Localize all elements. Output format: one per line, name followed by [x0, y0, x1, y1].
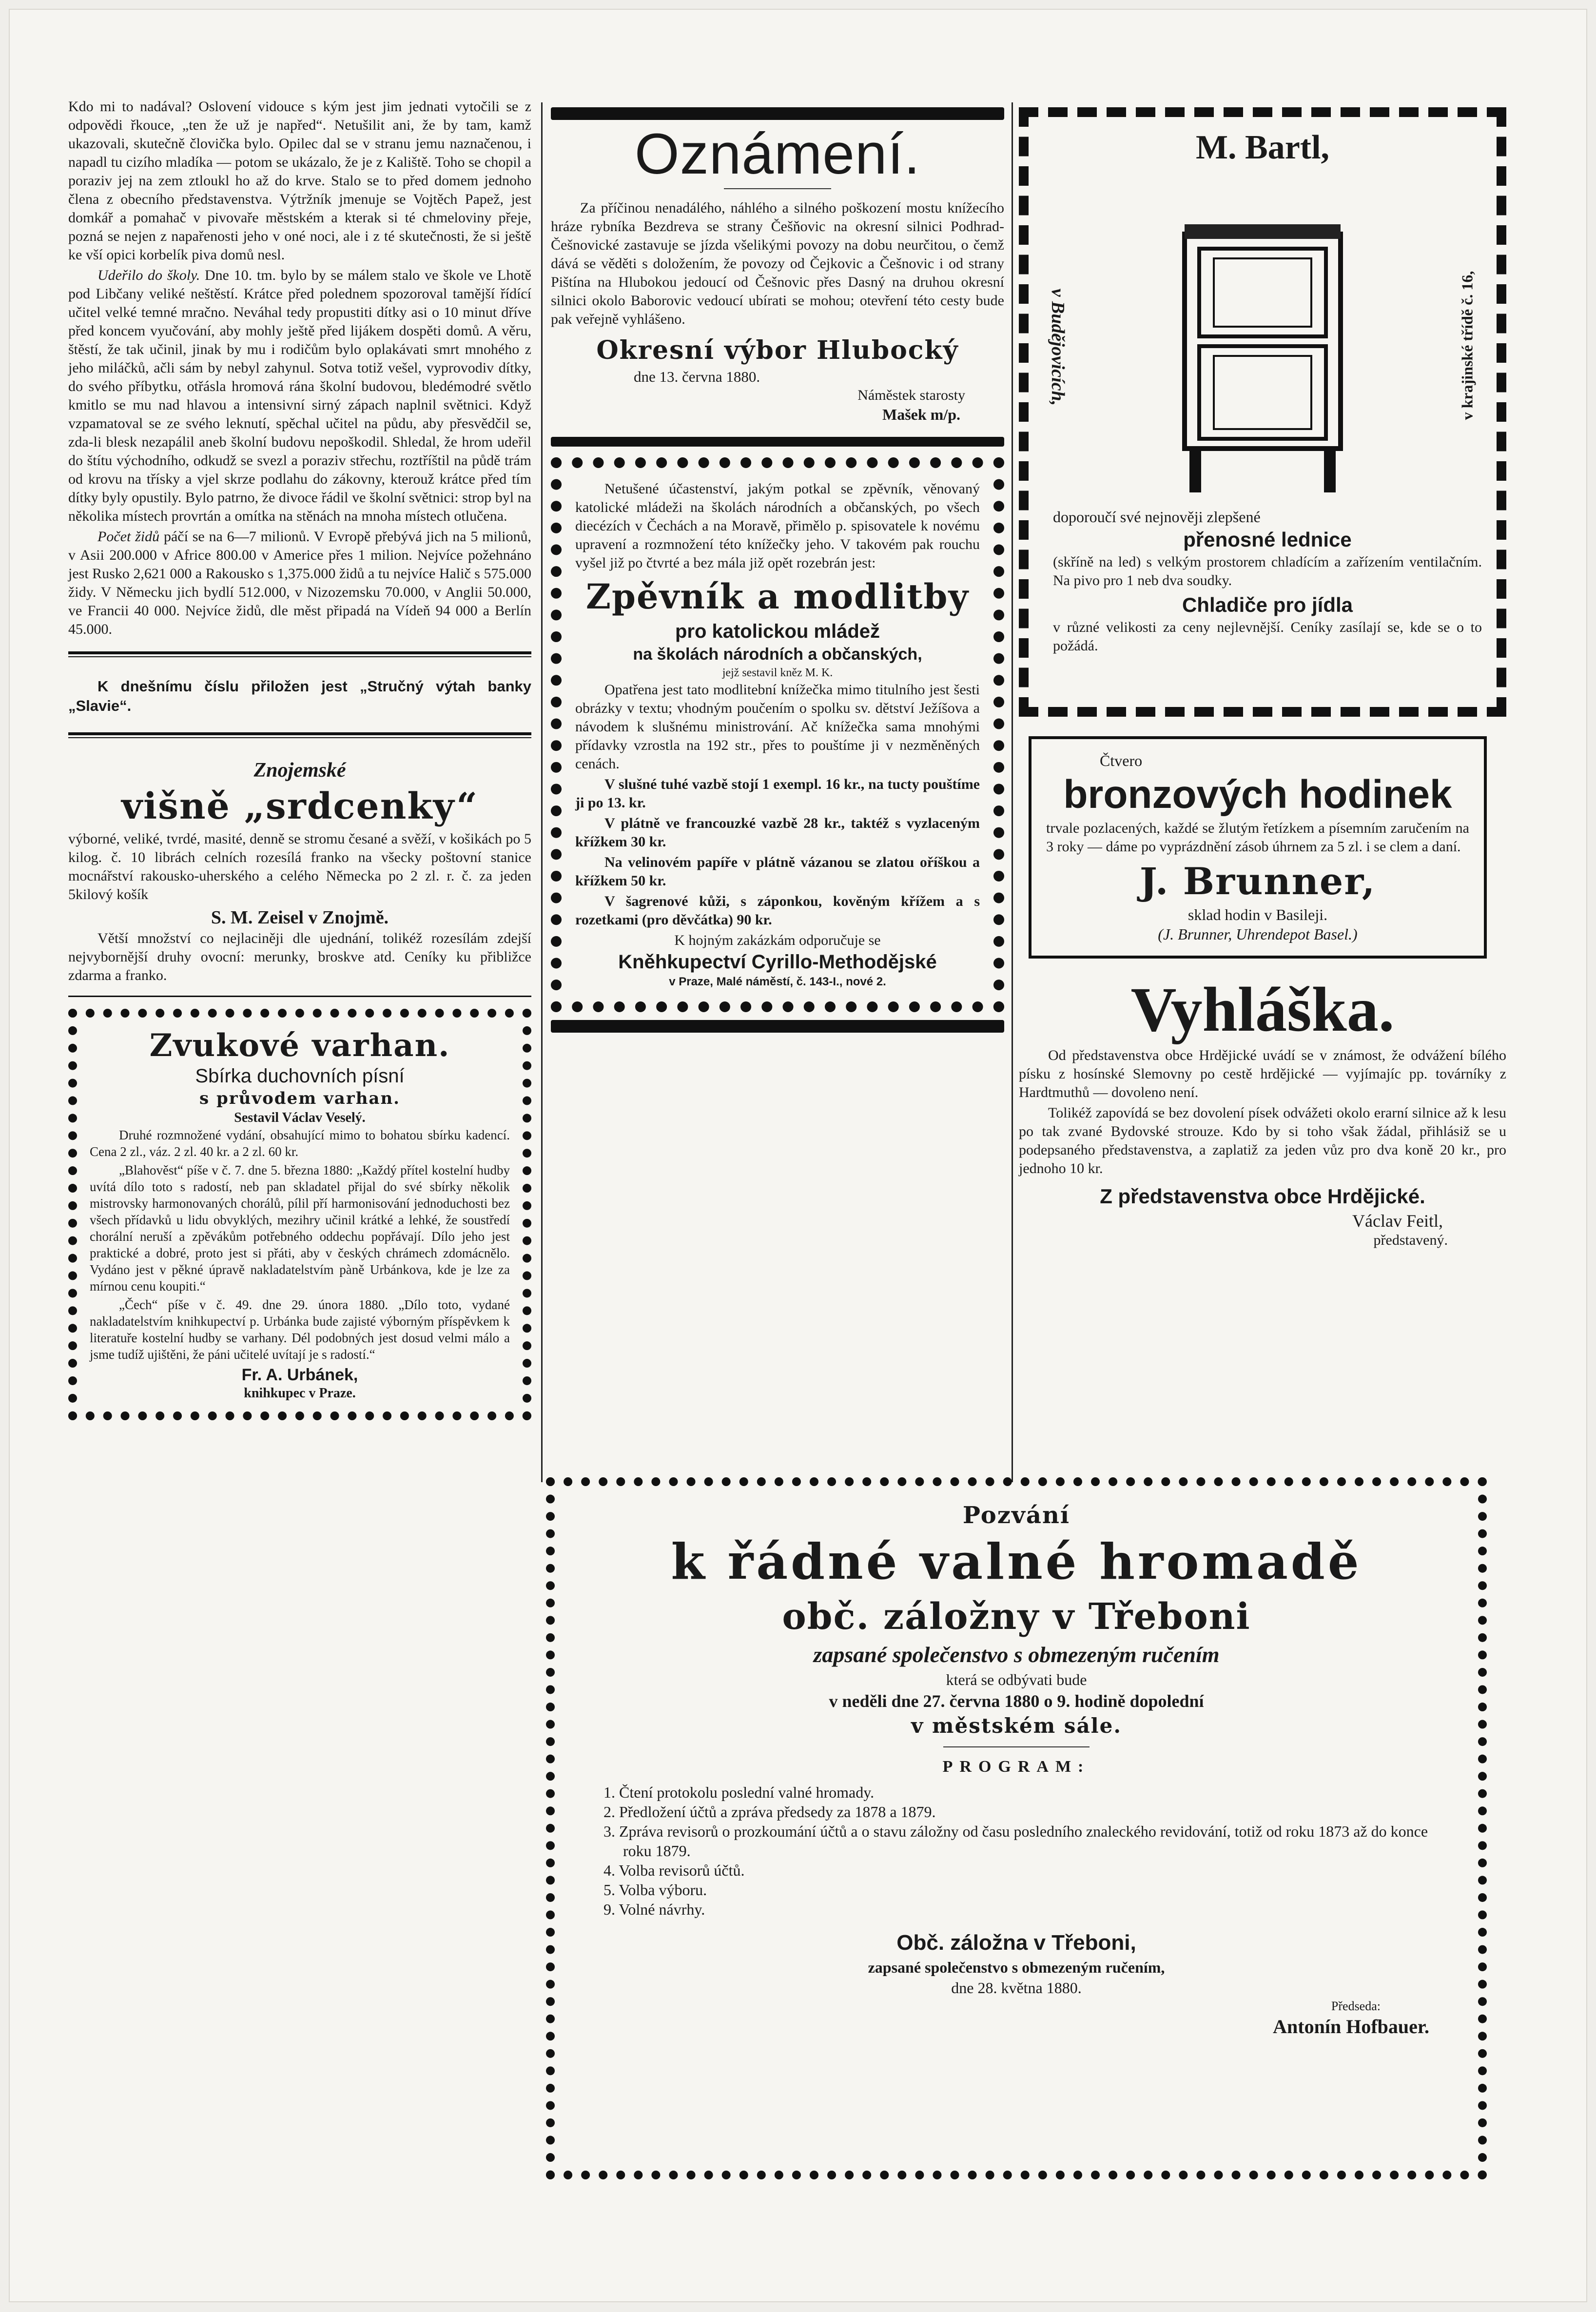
bartl-city: v Budějovicích, [1048, 288, 1068, 406]
meeting-chair: Předseda: [1331, 1999, 1381, 2013]
bartl-name: M. Bartl, [1195, 129, 1330, 166]
ornament-line [724, 188, 831, 189]
bartl-product1: přenosné lednice [1183, 528, 1352, 551]
meeting-invite: Pozvání [962, 1502, 1070, 1529]
decree-name: Václav Feitl, [1352, 1211, 1443, 1231]
newspaper-page [10, 10, 1586, 2301]
jews-text: páčí se na 6—7 milionů. V Evropě přebývá jich na 5 milionů, v Asii 200.000 v Africe 800.00 v Americe přes 1 milion. Nejvíce požehnáno jest Rusko 2,621 000 a Rakousko s 1,375.000 židů a tu nejvíce Halič s 575.000 židy. V Německu jich bydlí 512.000, v Nizozemsku 70.000, v Anglii 50.000, ve Francii 40 000. Nejvíce židů, dle měst připadá na Vídeň 94 000 a Berlín 45.000. [68, 529, 531, 637]
cherries-body: výborné, veliké, tvrdé, masité, denně se stromu česané a svěží, v košikách po 5 kilog. č. 10 librách celních rozesílá franko na všecky poštovní stanice mocnářství rakousko-uherského a celého Německa po 2 zl. r. č. za jeden 5kilový košík [68, 831, 531, 902]
column-rule [1012, 102, 1013, 1482]
meeting-org: obč. záložny v Třeboni [782, 1596, 1251, 1638]
lightning-article [68, 266, 531, 526]
decree-signer: Z představenstva obce Hrdějické. [1100, 1185, 1425, 1208]
announcement-body: Za příčinou nenadálého, náhlého a silného poškození mostu knížecího hráze rybníka Bezdreva se strany Češňovic na okresní silnici Podhrad-Češnovické zastavuje se jízda všelikými povozy na dobu neurčitou, o čemž dává se věděti s doložením, že povozy od Čejkovic a Češnovic i od strany Pištína na Hlubokou jedoucí od Češnovic přes Dasný na druhou okresní silnici okolo Baborovic vedoucí ubírati se mohou; otevření této cesty bude pak veřejně vyhlášeno. [551, 200, 1004, 327]
clocks-body: trvale pozlacených, každé se žlutým řetízkem a písemním zaručením na 3 roky — dáme po vyprázdnění zásob úhrnem za 5 zl. i se clem a daní. [1046, 820, 1469, 855]
meeting-sign-org2: zapsané společenstvo s obmezeným ručením, [868, 1959, 1165, 1976]
jews-article [68, 528, 531, 639]
program-item: 3. Zpráva revisorů o prozkoumání účtů a o stavu záložny od času posledního znaleckého revidování, totiž od roku 1873 až do konce roku 1879. [603, 1822, 1428, 1860]
divider [68, 732, 531, 738]
cherries-origin: Znojemské [253, 759, 346, 782]
middle-column [551, 107, 1004, 1033]
organ-review2: „Čech“ píše v č. 49. dne 29. února 1880. „Dílo toto, vydané nakladatelstvím knihkupectví p. Urbánka bude zajisté výborným příspěvkem k literatuře kostelní hudby se varhany. Dél podobných jest dosud velmi málo a jsme tudíž ujištěni, že páni učitelé uvítají je s radostí.“ [90, 1297, 510, 1362]
opening-paragraph: Kdo mi to nadával? Oslovení vidouce s kým jest jim jednati vytočili se z odpovědi řkouce, „ten že už je napřed“. Netušilit ani, že by tam, kamž ukazovali, skutečně človička bylo. Opilec dal se v stranu jemu naznačenou, i napadl tu cizího mladíka — potom se ukázalo, že je z Kaliště. Toho se chopil a poraziv jej na zem ztloukl ho až do krve. Stalo se to před domem jednoho člena z obecního představenstva. Výtržník jmenuje se Vojtěch Papež, jest domkář a pomahač v pivovaře městském a kterak si té chmeloviny přeje, pozná se nejen z napařenosti jeho v oné noci, ale i z té skutečnosti, že si ještě ke vší opici korbelík piva domů nesl. [68, 98, 531, 263]
program-item: 1. Čtení protokolu poslední valné hromady. [603, 1783, 875, 1801]
songbook-subtitle2: na školách národních a občanských, [633, 645, 922, 664]
bartl-street-wrap [1453, 215, 1482, 488]
divider [68, 651, 531, 657]
bartl-desc1: (skříně na led) s velkým prostorem chladícím a zařízením ventilačním. Na pivo pro 1 neb dva soudky. [1053, 554, 1482, 588]
bartl-city-wrap [1043, 215, 1072, 488]
clocks-title: bronzových hodinek [1063, 772, 1452, 817]
clocks-seller: J. Brunner, [1139, 860, 1376, 903]
bartl-text [1053, 507, 1482, 657]
organ-title: Zvukové varhan. [149, 1027, 450, 1064]
meeting-sign-org: Obč. záložna v Třeboni, [896, 1931, 1136, 1955]
program-item: 9. Volné návrhy. [603, 1901, 705, 1918]
meeting-sign-date: dne 28. května 1880. [951, 1979, 1082, 1997]
decree-title: Vyhláška. [1130, 975, 1395, 1045]
ornament-line [943, 1746, 1090, 1747]
songbook-price3: Na velinovém papíře v plátně vázanou se zlatou oříškou a křížkem 50 kr. [575, 854, 980, 889]
organ-review1: „Blahověst“ píše v č. 7. dne 5. března 1880: „Každý přítel kostelní hudby uvítá dílo toto s radostí, neb pan skladatel přijal do své sbírky několik mistrovsky harmonovaných chorálů, pílil pří harmonisování jednoduchosti bez všech přídavků u lidu obvyklých, mezihry učinil krátké a lehké, že soustředí chorální neruší a zpěvákům potřebného oddechu popřávají. Dílo jeho jest praktické a dobré, proto jest si přáti, aby v českých chrámech zdomácnělo. Vydáno jest v pěkné úpravě nakladatelstvím pàně Urbánkova, kde je lze za mírnou cenu koupiti.“ [90, 1163, 510, 1293]
bartl-street: v krajinské třídě č. 16, [1458, 271, 1476, 420]
meeting-where: v městském sále. [911, 1714, 1122, 1738]
announcement-bottom-bar [551, 437, 1004, 447]
decree-role: představený. [1373, 1232, 1448, 1248]
meeting-org2: zapsané společenstvo s obmezeným ručením [813, 1642, 1220, 1667]
organ-publisher: Fr. A. Urbánek, [241, 1366, 358, 1384]
meeting-when: v neděli dne 27. června 1880 o 9. hodině dopolední [829, 1691, 1204, 1711]
left-column [68, 98, 531, 1420]
announcement-top-bar [551, 107, 1004, 120]
organ-publisher2: knihkupec v Praze. [244, 1386, 356, 1401]
songbook-subtitle: pro katolickou mládež [675, 621, 880, 642]
cherries-title: višně „srdcenky“ [121, 785, 478, 827]
divider [68, 996, 531, 997]
meeting-program [603, 1783, 1429, 1919]
meeting-title: k řádné valné hromadě [671, 1533, 1362, 1590]
songbook-publisher: Kněhkupectví Cyrillo-Methodějské [618, 951, 937, 973]
organ-author: Sestavil Václav Veselý. [234, 1110, 366, 1125]
songbook-body: Opatřena jest tato modlitební knížečka mimo titulního jest šesti obrázky v textu; vhodným poučením o spolku sv. dětství Ježíšova a návodem k slušnému ministrování. Ač knížečka sama mnohými přídavky vzrostla na 192 str., přes to pouštíme ji v nezměněných cenách. [575, 682, 980, 772]
cherries-note: Větší množství co nejlaciněji dle ujednání, tolikéž rozesílám zdejší nejvybornější druhy ovocní: merunky, broskve atd. Ceníky ku přibližce zdarma a franko. [68, 930, 531, 983]
program-item: 4. Volba revisorů účtů. [603, 1861, 745, 1879]
bartl-desc2: v různé velikosti za ceny nejlevnější. Ceníky zasílají se, kde se o to požádá. [1053, 619, 1482, 654]
songbook-price1: V slušné tuhé vazbě stojí 1 exempl. 16 kr., na tucty pouštíme ji po 13. kr. [575, 776, 980, 811]
decree-body1: Od představenstva obce Hrdějické uvádí se v známost, že odvážení bílého písku z hosínské Slemovny po cestě hrdějické — vyjímajíc pp. továrníky z Hardtmuthů — dovoleno není. [1019, 1047, 1506, 1100]
songbook-compiler: jejž sestavil kněz M. K. [722, 666, 833, 679]
organ-subtitle2: s průvodem varhan. [199, 1089, 401, 1108]
songbook-intro: Netušené účastenství, jakým potkal se zpěvník, věnovaný katolické mládeži na školách národních a občanských, po všech diecézích v Čechách a na Moravě, přimělo p. spisovatele k novému upravení a rozmnožení této knížečky jeho. V takovém pak rouchu vyšel již po čtvrté a bez mála již opět rozebrán jest: [575, 481, 980, 571]
announcement-name: Mašek m/p. [882, 406, 960, 423]
meeting-chair-name: Antonín Hofbauer. [1273, 2016, 1429, 2038]
jews-lead: Počet židů [97, 529, 160, 545]
songbook-ad [551, 457, 1004, 1012]
decree [1019, 973, 1506, 1249]
column-rule [541, 102, 543, 1482]
announcement-deputy: Náměstek starosty [857, 387, 965, 403]
songbook-price4: V šagrenové kůži, s záponkou, kověným křížem a s rozetkami (pro děvčátka) 90 kr. [575, 893, 980, 928]
cherries-seller: S. M. Zeisel v Znojmě. [211, 907, 389, 928]
right-column [1019, 107, 1506, 1249]
clocks-note: (J. Brunner, Uhrendepot Basel.) [1158, 925, 1358, 943]
decree-body2: Tolikéž zapovídá se bez dovolení písek odvážeti okolo erarní silnice až k lesu po tak zvané Bydovské strouze. Kdo by si toho však žádal, přihlásiž se u podepsaného představenstva, a zaplatiž za jeden vůz pro dva koně 20 kr., pro jednoho 10 kr. [1019, 1105, 1506, 1176]
meeting-program-label: PROGRAM: [942, 1758, 1090, 1776]
program-item: 2. Předložení účtů a zpráva předsedy za 1878 a 1879. [603, 1803, 936, 1821]
songbook-closing: K hojným zakázkám odporučuje se [674, 932, 881, 948]
clocks-place: sklad hodin v Basileji. [1187, 906, 1328, 923]
announcement-title: Oznámení. [634, 122, 921, 186]
organ-ad [68, 1009, 531, 1420]
supplement-note: K dnešnímu číslu přiložen jest „Stručný výtah banky „Slavie“. [68, 678, 531, 714]
announcement-signer: Okresní výbor Hlubocký [596, 335, 959, 365]
icebox-illustration [1165, 215, 1360, 507]
cherries-ad [68, 758, 531, 985]
bartl-ad [1019, 107, 1506, 717]
songbook-bottom-bar [551, 1020, 1004, 1033]
organ-edition: Druhé rozmnožené vydání, obsahující mimo to bohatou sbírku kadencí. Cena 2 zl., váz. 2 zl. 40 kr. a 2 zl. 60 kr. [90, 1128, 510, 1159]
meeting-ad [546, 1477, 1487, 2179]
songbook-title: Zpěvník a modlitby [585, 576, 970, 617]
clocks-ad [1029, 736, 1487, 959]
bartl-line1: doporoučí své nejnověji zlepšené [1053, 508, 1261, 526]
bartl-product2: Chladiče pro jídla [1182, 593, 1353, 616]
lightning-text: Dne 10. tm. bylo by se málem stalo ve škole ve Lhotě pod Libčany veliké neštěstí. Krátce před polednem spozoroval tamější řídící učitel velké temné mračno. Neváhal tedy propustiti dítky asi o 10 minut dříve před koncem vyučování, aby mohly ještě před lijákem dospěti domů. A věru, štěstí, že tak učinil, jinak by mu i rodičům bylo oplakávati smrt mnohého z jeho miláčků, ačli sám by nebyl zahynul. Sotva totiž vešel, vyprovodiv dítky, do svého příbytku, otřásla hromová rána školní budovou, bledémodré světlo kmitlo se mu nad hlavou a intensivní sirný zápach naplnil světnici. Když vzpamatoval se ze svého leknutí, spěchal učitel na půdu, aby přesvědčil se, zda-li blesk nezapálil aneb školní budovu nepoškodil. Shledal, že hrom udeřil do štítu východního, odkudž se svezl a poraziv střechu, roztříštil na půdě trám od krovu na třísky a vjel skrze podlahu do zákovny, kterouž krátce před tím dítky byly opustily. Bylo patrno, že divoce řádil ve školní světnici: strop byl na několika místech provrtán a omítka na stěnách na mnoha místech otlučena. [68, 267, 532, 524]
songbook-address: v Praze, Malé náměstí, č. 143-I., nové 2. [669, 975, 886, 988]
program-item: 5. Volba výboru. [603, 1881, 707, 1899]
clocks-intro: Čtvero [1100, 752, 1143, 769]
organ-subtitle: Sbírka duchovních písní [195, 1065, 405, 1087]
lightning-lead: Udeřilo do školy. [97, 267, 200, 283]
songbook-price2: V plátně ve francouzké vazbě 28 kr., taktéž s vyzlaceným křížkem 30 kr. [575, 815, 980, 850]
meeting-when-pre: která se odbývati bude [946, 1671, 1087, 1688]
announcement-date: dne 13. června 1880. [634, 368, 760, 385]
